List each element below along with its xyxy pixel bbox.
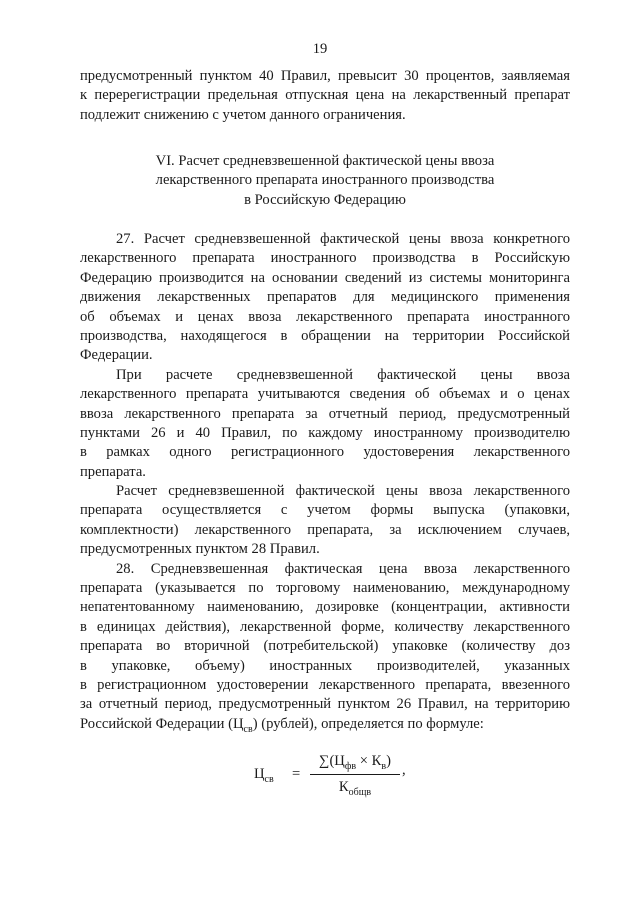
text-line: препарата (указывается по торговому наименованию, международному — [80, 580, 570, 597]
text-fragment: Российской Федерации ( — [80, 715, 233, 732]
formula-fraction — [310, 752, 400, 798]
text-line: об объемах и ценах ввоза лекарственного препарата иностранного — [80, 308, 570, 325]
formula-equals: = — [292, 766, 301, 782]
text-line: пунктами 26 и 40 Правил, по каждому иностранному производителю — [80, 424, 570, 441]
text-line-with-symbol — [80, 715, 570, 734]
top-paragraph — [80, 67, 570, 125]
formula-denominator — [310, 778, 400, 798]
price-formula — [254, 752, 414, 800]
text-line: производства, находящегося в обращении на территории Российской — [80, 327, 570, 344]
denominator-symbol: К — [338, 779, 349, 795]
section-heading — [80, 152, 570, 210]
text-line: к перерегистрации предельная отпускная цена на лекарственный препарат — [80, 87, 570, 104]
text-line: 28. Средневзвешенная фактическая цена ввоза лекарственного — [116, 560, 570, 577]
numerator-subscript: фв — [344, 761, 357, 772]
text-line: предусмотренных пунктом 28 Правил. — [80, 541, 320, 558]
text-line: комплектности) лекарственного препарата, за исключением случаев, — [80, 521, 570, 538]
formula-lhs — [254, 765, 274, 785]
heading-line: VI. Расчет средневзвешенной фактической цены ввоза — [155, 153, 495, 169]
text-line: лекарственного препарата учитываются сведения об объемах и о ценах — [80, 386, 570, 403]
price-symbol-subscript: св — [243, 723, 253, 735]
text-line: за отчетный период, предусмотренный пунктом 26 Правил, на территорию — [80, 696, 570, 713]
formula-lhs-subscript: св — [264, 774, 274, 785]
formula-lhs-symbol: Ц — [254, 766, 265, 782]
text-line: При расчете средневзвешенной фактической цены ввоза — [116, 366, 570, 383]
numerator-part: × К — [356, 753, 382, 769]
text-line: 27. Расчет средневзвешенной фактической цены ввоза конкретного — [116, 231, 570, 247]
text-line: движения лекарственных препаратов для медицинского применения — [80, 289, 570, 306]
numerator-subscript: в — [381, 761, 387, 772]
denominator-subscript: общв — [348, 787, 372, 798]
text-line: в регистрационном удостоверении лекарственного препарата, ввезенного — [80, 676, 570, 693]
page-number: 19 — [312, 41, 328, 57]
formula-comma: , — [402, 762, 406, 778]
text-line: непатентованному наименованию, дозировке (концентрации, активности — [80, 599, 570, 616]
fraction-bar — [310, 774, 400, 775]
text-line: Расчет средневзвешенной фактической цены ввоза лекарственного — [116, 483, 570, 500]
text-line: Федерации. — [80, 347, 153, 364]
text-line: в рамках одного регистрационного удостоверения лекарственного — [80, 444, 570, 461]
heading-line: лекарственного препарата иностранного производства — [155, 172, 495, 189]
price-symbol: Ц — [233, 715, 244, 732]
text-line: в упаковке, объему) иностранных производителей, указанных — [80, 657, 570, 674]
text-line: ввоза лекарственного препарата за отчетный период, предусмотренный — [80, 405, 570, 422]
text-fragment: ) (рублей), определяется по формуле: — [252, 715, 484, 732]
text-line: в единицах действия), лекарственной форме, количеству лекарственного — [80, 618, 570, 635]
text-line: Федерацию производится на основании сведений из системы мониторинга — [80, 269, 570, 286]
numerator-part: ∑(Ц — [319, 753, 345, 769]
text-line: препарата. — [80, 463, 146, 480]
numerator-part: ) — [386, 753, 391, 769]
text-line: предусмотренный пунктом 40 Правил, превысит 30 процентов, заявляемая — [80, 68, 570, 84]
heading-line: в Российскую Федерацию — [244, 191, 406, 208]
formula-numerator — [310, 752, 400, 772]
text-line: препарата во вторичной (потребительской) упаковке (количеству доз — [80, 638, 570, 655]
paragraph-27 — [80, 230, 570, 734]
text-line: подлежит снижению с учетом данного ограничения. — [80, 106, 406, 123]
text-line: препарата осуществляется с учетом формы выпуска (упаковки, — [80, 502, 570, 519]
text-line: лекарственного препарата иностранного производства в Российскую — [80, 250, 570, 267]
